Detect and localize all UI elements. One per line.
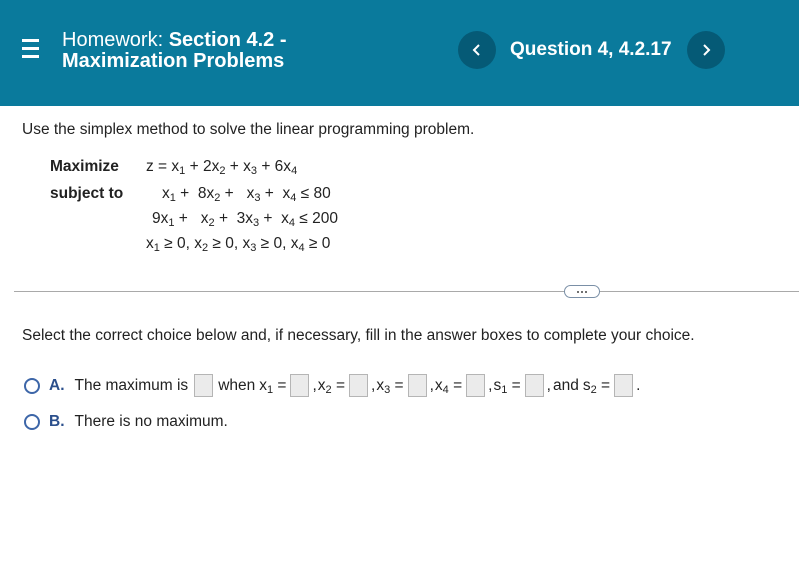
- answer-x4-box[interactable]: [466, 374, 485, 397]
- select-prompt: Select the correct choice below and, if necessary, fill in the answer boxes to complete your choice.: [22, 327, 695, 344]
- more-options-button[interactable]: [564, 285, 600, 298]
- maximize-label: Maximize: [50, 158, 119, 175]
- answer-x2-box[interactable]: [349, 374, 368, 397]
- choice-a-when: when: [218, 376, 256, 394]
- choice-a[interactable]: A. The maximum is when $x_1$ = , $x_2$ = , $x_3$ = , $x_4$ = , $s_1$ = , and $s_2$ = .: [24, 374, 640, 397]
- subject-to-label: subject to: [50, 185, 124, 202]
- radio-b[interactable]: [24, 414, 40, 430]
- top-bar: [0, 0, 799, 106]
- homework-subtitle: Maximization Problems: [62, 50, 285, 72]
- constraint-1: $x_1 + 8x_2 + x_3 + x_4 \le 80$: [162, 185, 331, 204]
- choice-b-letter: B.: [49, 413, 65, 430]
- choice-a-text: The maximum is: [74, 376, 189, 394]
- nonnegativity-constraints: $x_1 \ge 0$, $x_2 \ge 0$, $x_3 \ge 0$, $x_4 \ge 0$: [146, 235, 331, 254]
- homework-title: [62, 30, 287, 72]
- choice-a-letter: A.: [49, 376, 65, 394]
- instruction-text: Use the simplex method to solve the linear programming problem.: [22, 121, 475, 138]
- ellipsis-icon: [577, 291, 579, 293]
- answer-max-box[interactable]: [194, 374, 213, 397]
- radio-a[interactable]: [24, 378, 40, 394]
- question-label[interactable]: Question 4, 4.2.17: [510, 39, 672, 60]
- homework-prefix: Homework:: [62, 29, 164, 51]
- homework-section: Section 4.2 -: [168, 29, 287, 51]
- chevron-right-icon: [701, 44, 711, 56]
- choice-b-text: There is no maximum.: [74, 413, 228, 430]
- objective-function: $z = x_1 + 2x_2 + x_3 + 6x_4$: [146, 158, 298, 177]
- hamburger-icon[interactable]: [22, 39, 39, 58]
- answer-x3-box[interactable]: [408, 374, 427, 397]
- chevron-left-icon: [472, 44, 482, 56]
- answer-x1-box[interactable]: [290, 374, 309, 397]
- divider: [14, 291, 799, 292]
- answer-s1-box[interactable]: [525, 374, 544, 397]
- choice-b[interactable]: [24, 413, 228, 431]
- choice-a-and: and: [552, 376, 579, 394]
- constraint-2: $9x_1 + x_2 + 3x_3 + x_4 \le 200$: [152, 210, 338, 229]
- next-question-button[interactable]: [687, 31, 725, 69]
- previous-question-button[interactable]: [458, 31, 496, 69]
- answer-s2-box[interactable]: [614, 374, 633, 397]
